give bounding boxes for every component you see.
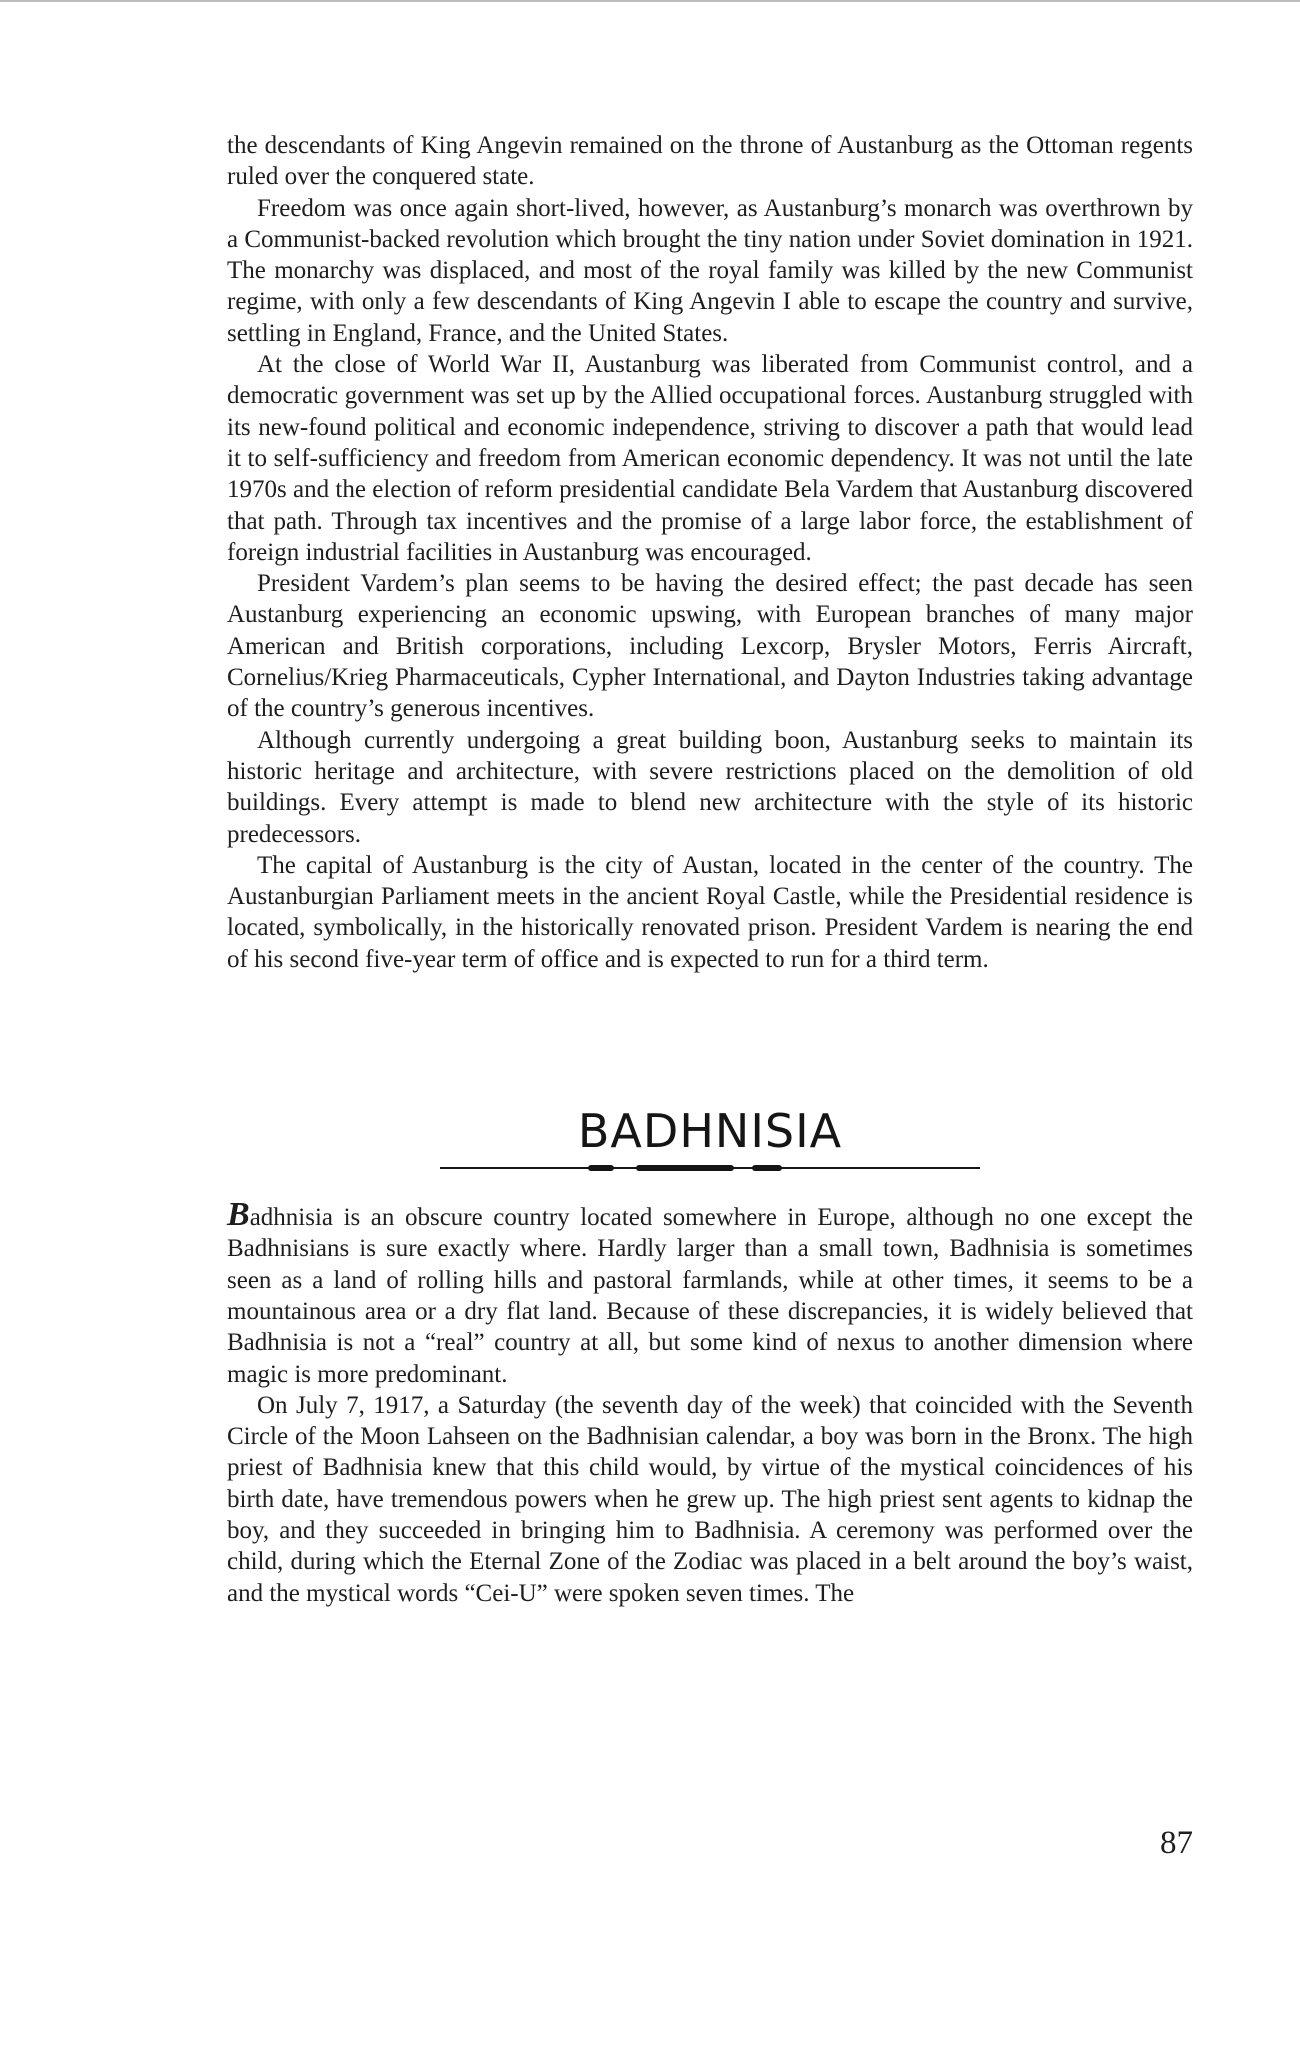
paragraph: the descendants of King Angevin remained on the throne of Austanburg as the Ottoman regents ruled over the conquered state. — [227, 132, 1193, 191]
scan-edge-line — [0, 0, 1300, 2]
rule-ornament — [752, 1165, 782, 1171]
section-title: BADHNISIA — [577, 1104, 843, 1159]
rule-ornament — [588, 1165, 614, 1171]
paragraph — [227, 1196, 1193, 1390]
paragraph: President Vardem’s plan seems to be having the desired effect; the past decade has seen Austanburg experiencing an economic upswing, with European branches of many major American and British corporations, including Lexcorp, Brysler Motors, Ferris Aircraft, Cornelius/Krieg Pharmaceuticals, Cypher International, and Dayton Industries taking advantage of the country’s generous incentives. — [227, 570, 1193, 723]
paragraph: On July 7, 1917, a Saturday (the seventh day of the week) that coincided with the Seventh Circle of the Moon Lahseen on the Badhnisian calendar, a boy was born in the Bronx. The high priest of Badhnisia knew that this child would, by virtue of the mystical coincidences of his birth date, have tremendous powers when he grew up. The high priest sent agents to kidnap the boy, and they succeeded in bringing him to Badhnisia. A ceremony was performed over the child, during which the Eternal Zone of the Zodiac was placed in a belt around the boy’s waist, and the mystical words “Cei-U” were spoken seven times. The — [227, 1391, 1193, 1607]
paragraph: At the close of World War II, Austanburg was liberated from Communist control, and a democratic government was set up by the Allied occupational forces. Austanburg struggled with its new-found political and economic independence, striving to discover a path that would lead it to self-sufficiency and freedom from American economic dependency. It was not until the late 1970s and the election of reform presidential candidate Bela Vardem that Austanburg discovered that path. Through tax incentives and the promise of a large labor force, the establishment of foreign industrial facilities in Austanburg was encouraged. — [227, 351, 1193, 566]
page-number: 87 — [1160, 1825, 1193, 1861]
austanburg-section — [227, 130, 1193, 975]
badhnisia-section — [227, 1196, 1193, 1609]
paragraph: Freedom was once again short-lived, however, as Austanburg’s monarch was overthrown by a Communist-backed revolution which brought the tiny nation under Soviet domination in 1921. The monarchy was displaced, and most of the royal family was killed by the new Communist regime, with only a few descendants of King Angevin I able to escape the country and survive, settling in England, France, and the United States. — [227, 194, 1193, 347]
drop-cap: B — [227, 1196, 250, 1234]
paragraph: Although currently undergoing a great building boon, Austanburg seeks to maintain its historic heritage and architecture, with severe restrictions placed on the demolition of old buildings. Every attempt is made to blend new architecture with the style of its historic predecessors. — [227, 726, 1193, 848]
title-ornament-rule — [440, 1163, 980, 1173]
paragraph-text: adhnisia is an obscure country located somewhere in Europe, although no one except the Badhnisians is sure exactly where. Hardly larger than a small town, Badhnisia is sometimes seen as a land of rolling hills and pastoral farmlands, while at other times, it seems to be a mountainous area or a dry flat land. Because of these discrepancies, it is widely believed that Badhnisia is not a “real” country at all, but some kind of nexus to another dimension where magic is more predominant. — [227, 1204, 1193, 1388]
paragraph: The capital of Austanburg is the city of Austan, located in the center of the country. The Austanburgian Parliament meets in the ancient Royal Castle, while the Presidential residence is located, symbolically, in the historically renovated prison. President Vardem is nearing the end of his second five-year term of office and is expected to run for a third term. — [227, 851, 1193, 973]
rule-ornament — [636, 1165, 734, 1171]
text-column — [227, 130, 1193, 1609]
badhnisia-heading — [227, 1103, 1193, 1173]
